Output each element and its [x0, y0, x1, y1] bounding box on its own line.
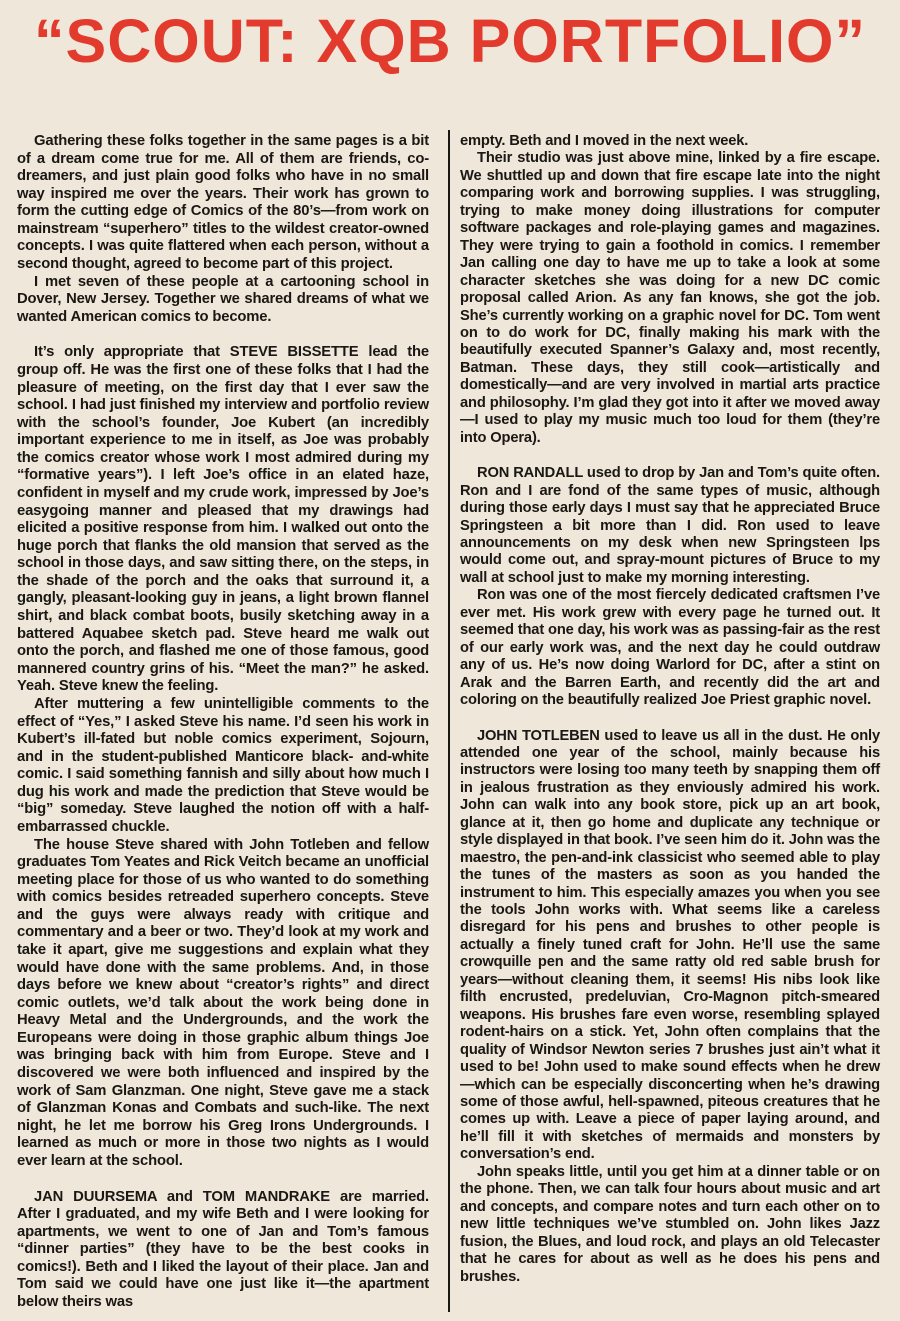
paragraph: JAN DUURSEMA and TOM MANDRAKE are married. After I graduated, and my wife Beth and I were looking for apartments, we went to one of Jan and Tom’s famous “dinner parties” (they have to be the best cooks in comics!). Beth and I liked the layout of their place. Jan and Tom said we could have one just like it—the apartment below theirs was — [17, 1188, 429, 1310]
left-column — [17, 133, 429, 1312]
paragraph: Gathering these folks together in the same pages is a bit of a dream come true for me. All of them are friends, co-dreamers, and just plain good folks who have in no small way inspired me over the years. Their work has grown to form the cutting edge of Comics of the 80’s—from work on mainstream “superhero” titles to the wildest creator-owned concepts. I was quite flattered when each person, without a second thought, agreed to become part of this project. — [17, 133, 429, 273]
column-divider — [448, 130, 450, 1312]
paragraph: JOHN TOTLEBEN used to leave us all in the dust. He only attended one year of the school, mainly because his instructors were losing too many teeth by snapping them off in jealous frustration as they enviously admired his work. John can walk into any book store, pick up an art book, glance at it, then go home and duplicate any technique or style displayed in that book. I’ve seen him do it. John was the maestro, the pen-and-ink classicist who seemed able to play the tunes of the masters as soon as you handed the instrument to him. This especially amazes you when you see the tools John works with. What seems like a careless disregard for his pens and brushes to other people is actually a finely tuned craft for John. He’ll use the same crowquille pen and the same ratty old red sable brush for years—without cleaning them, it seems! His nibs look like filth encrusted, predeluvian, Cro-Magnon pitch-smeared weapons. His brushes fare even worse, resembling splayed rodent-hairs on a stick. Yet, John often complains that the quality of Windsor Newton series 7 brushes just ain’t what it used to be! John used to make sound effects when he drew—which can be especially disconcerting when he’s drawing some of those awful, hell-spawned, piteous creatures that he comes up with. Leave a piece of paper laying around, and he’ll fill it with sketches of mermaids and monsters by conversation’s end. — [460, 727, 880, 1163]
right-column — [460, 133, 880, 1286]
paragraph: It’s only appropriate that STEVE BISSETTE lead the group off. He was the first one of these folks that I had the pleasure of meeting, on the first day that I ever saw the school. I had just finished my interview and portfolio review with the school’s founder, Joe Kubert (an incredibly important experience to me in itself, as Joe was probably the comics creator whose work I most admired during my “formative years”). I left Joe’s office in an elated haze, confident in myself and my crude work, impressed by Joe’s easygoing manner and pleased that my drawings had elicited a positive response from him. I walked out onto the huge porch that flanks the old mansion that served as the school in those days, and saw sitting there, on the steps, in the shade of the porch and the oaks that surround it, a gangly, pleasant-looking guy in jeans, a light brown flannel shirt, and black combat boots, busily sketching away in a battered Aquabee sketch pad. Steve heard me walk out onto the porch, and flashed me one of those famous, good mannered country grins of his. “Meet the man?” he asked. Yeah. Steve knew the feeling. — [17, 344, 429, 695]
paragraph: I met seven of these people at a cartooning school in Dover, New Jersey. Together we shared dreams of what we wanted American comics to become. — [17, 273, 429, 325]
paragraph: Their studio was just above mine, linked by a fire escape. We shuttled up and down that fire escape late into the night comparing work and borrowing supplies. I was struggling, trying to make money doing illustrations for computer software packages and role-playing games and magazines. They were trying to gain a foothold in comics. I remember Jan calling one day to have me up to take a look at some character sketches she was doing for a new DC comic proposal called Arion. As any fan knows, she got the job. She’s currently working on a graphic novel for DC. Tom went on to do work for DC, finally making his mark with the beautifully executed Spanner’s Galaxy and, most recently, Batman. These days, they still cook—artistically and domestically—and are very involved in martial arts practice and philosophy. I’m glad they got into it after we moved away—I used to play my music much too loud for them (they’re into Opera). — [460, 150, 880, 446]
paragraph: John speaks little, until you get him at a dinner table or on the phone. Then, we can talk four hours about music and art and concepts, and compare notes and turn each other on to new little techniques we’ve stumbled on. John likes Jazz fusion, the Blues, and loud rock, and plays an old Telecaster that he cares for about as well as he does his pens and brushes. — [460, 1163, 880, 1285]
paragraph: RON RANDALL used to drop by Jan and Tom’s quite often. Ron and I are fond of the same types of music, although during those early days I must say that he appreciated Bruce Springsteen a bit more than I did. Ron used to leave announcements on my desk when new Springsteen lps would come out, and spray-mount pictures of Bruce to my wall at school just to make my morning interesting. — [460, 465, 880, 586]
paragraph: Ron was one of the most fiercely dedicated craftsmen I’ve ever met. His work grew with every page he turned out. It seemed that one day, his work was as passing-fair as the rest of our early work was, and the next day he could outdraw any of us. He’s now doing Warlord for DC, after a stint on Arak and the Barren Earth, and recently did the art and coloring on the beautifully realized Joe Priest graphic novel. — [460, 587, 880, 709]
article-title: “SCOUT: XQB PORTFOLIO” — [34, 7, 866, 75]
paragraph: empty. Beth and I moved in the next week. — [460, 133, 749, 149]
paragraph: After muttering a few unintelligible comments to the effect of “Yes,” I asked Steve his name. I’d seen his work in Kubert’s ill-fated but noble comics experiment, Sojourn, and in the student-published Manticore black- and-white comic. I said something fannish and silly about how much I dug his work and made the prediction that Steve would be “big” someday. Steve laughed the notion off with a half-embarrassed chuckle. — [17, 695, 429, 835]
paragraph: The house Steve shared with John Totleben and fellow graduates Tom Yeates and Rick Veitch became an unofficial meeting place for those of us who wanted to do something with comics besides retreaded superhero concepts. Steve and the guys were always ready with critique and commentary and a beer or two. They’d look at my work and take it apart, give me suggestions and explain what they would have done with the same problems. And, in those days before we knew about “creator’s rights” and direct comic outlets, we’d talk about the work being done in Heavy Metal and the Undergrounds, and the work the Europeans were doing in those graphic album things Joe was bringing back with him from Europe. Steve and I discovered we were both influenced and inspired by the work of Sam Glanzman. One night, Steve gave me a stack of Glanzman Konas and Combats and such-like. The next night, he let me borrow his Greg Irons Undergrounds. I learned as much or more in those two nights as I would ever learn at the school. — [17, 836, 429, 1169]
